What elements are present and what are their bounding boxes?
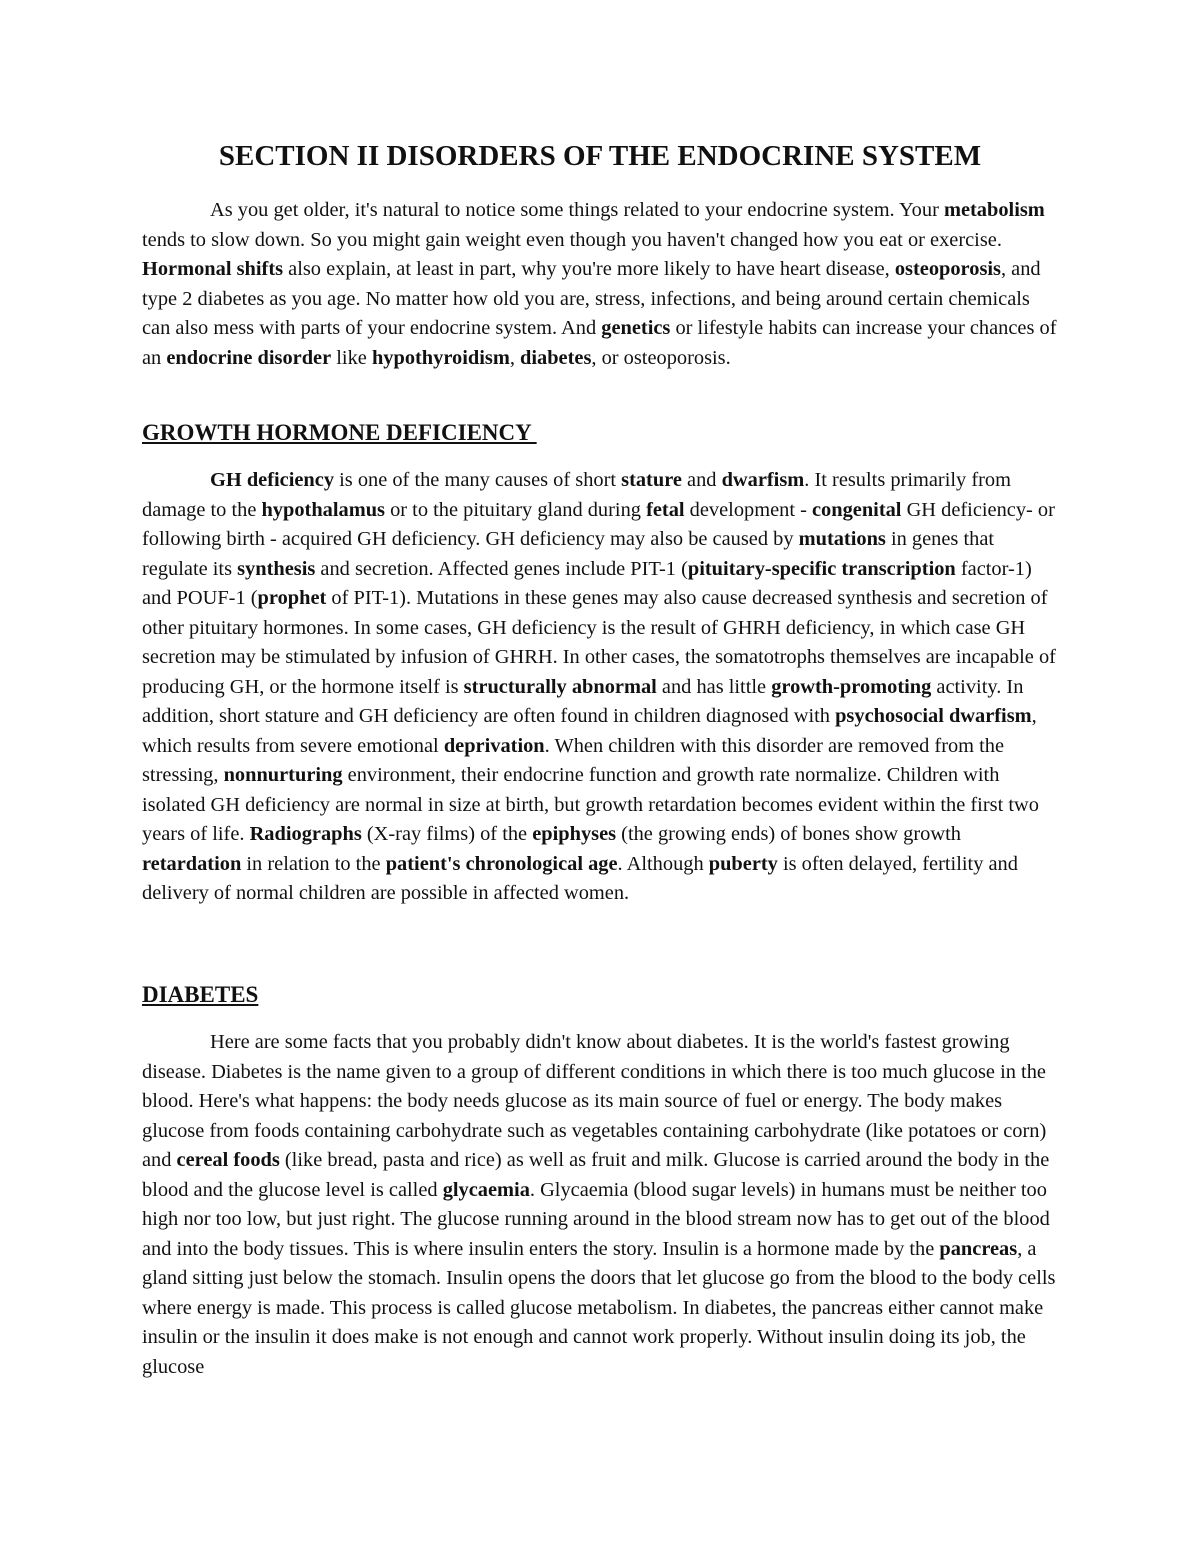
- text-run: Here are some facts that you probably didn't know about diabetes. It is the world's fastest growing disease. Diabetes is the name given to a group of different conditions in which there is too much glucose in the blood. Here's what happens: the body needs glucose as its main source of fuel or energy. The body makes glucose from foods containing carbohydrate such as vegetables containing carbohydrate (like potatoes or corn) and: [142, 1031, 1047, 1171]
- text-run: . Glycaemia (blood sugar levels) in humans must be neither too high nor too low, but just right. The glucose running around in the blood stream now has to get out of the blood and into the body tissues. This is where insulin enters the story. Insulin is a hormone made by the: [142, 1178, 1050, 1260]
- text-run: tends to slow down. So you might gain weight even though you haven't changed how you eat or exercise.: [142, 228, 1002, 251]
- bold-term: growth-promoting: [771, 675, 932, 698]
- text-run: As you get older, it's natural to notice some things related to your endocrine system. Your: [210, 199, 944, 221]
- bold-term: endocrine disorder: [166, 346, 332, 369]
- bold-term: psychosocial dwarfism: [835, 705, 1032, 727]
- intro-paragraph: [142, 196, 1062, 373]
- text-run: development -: [684, 498, 812, 521]
- bold-term: nonnurturing: [223, 764, 343, 786]
- bold-term: prophet: [257, 587, 327, 609]
- text-run: . When children with this disorder are removed from the stressing,: [142, 734, 1005, 786]
- bold-term: cereal foods: [176, 1149, 280, 1171]
- bold-term: GH deficiency: [210, 469, 335, 491]
- bold-term: synthesis: [237, 557, 316, 580]
- growth-hormone-paragraph: [142, 466, 1062, 909]
- bold-term: osteoporosis: [894, 258, 1001, 280]
- bold-term: mutations: [798, 528, 886, 550]
- bold-term: genetics: [601, 317, 671, 339]
- text-run: and has little: [656, 675, 772, 698]
- text-run: of PIT-1). Mutations in these genes may also cause decreased synthesis and secretion of other pituitary hormones. In some cases, GH deficiency is the result of GHRH deficiency, in which case GH secretion may be stimulated by infusion of GHRH. In other cases, the somatotrophs themselves are incapable of producing GH, or the hormone itself is: [142, 587, 1056, 698]
- text-run: is often delayed, fertility and delivery of normal children are possible in affected women.: [142, 852, 1018, 904]
- bold-term: Radiographs: [249, 823, 362, 845]
- text-run: ,: [509, 346, 521, 369]
- text-run: (X-ray films) of the: [361, 823, 533, 845]
- bold-term: pituitary-specific transcription: [687, 557, 956, 580]
- text-run: , which results from severe emotional: [142, 705, 1037, 757]
- text-run: in relation to the: [241, 852, 386, 875]
- text-run: and secretion. Affected genes include PIT-1 (: [315, 557, 688, 580]
- text-run: (the growing ends) of bones show growth: [616, 823, 961, 845]
- section-heading-growth-hormone: GROWTH HORMONE DEFICIENCY: [142, 420, 537, 445]
- section-heading-diabetes: DIABETES: [142, 982, 259, 1007]
- bold-term: hypothalamus: [261, 498, 385, 521]
- bold-term: epiphyses: [532, 823, 617, 845]
- text-run: . Although: [617, 852, 709, 875]
- text-run: environment, their endocrine function and growth rate normalize. Children with isolated GH deficiency are normal in size at birth, but growth retardation becomes evident within the first two years of life.: [142, 764, 1039, 845]
- bold-term: dwarfism: [721, 469, 805, 491]
- text-run: like: [331, 346, 372, 369]
- text-run: , and type 2 diabetes as you age. No matter how old you are, stress, infections, and being around certain chemicals can also mess with parts of your endocrine system. And: [142, 258, 1041, 339]
- bold-term: patient's chronological age: [385, 852, 618, 875]
- text-run: also explain, at least in part, why you're more likely to have heart disease,: [283, 258, 895, 280]
- bold-term: deprivation: [443, 734, 545, 757]
- bold-term: metabolism: [943, 199, 1045, 221]
- text-run: (like bread, pasta and rice) as well as fruit and milk. Glucose is carried around the body in the blood and the glucose level is called: [142, 1149, 1050, 1201]
- diabetes-paragraph: [142, 1028, 1062, 1382]
- text-run: , or osteoporosis.: [591, 346, 731, 369]
- text-run: activity. In addition, short stature and GH deficiency are often found in children diagnosed with: [142, 675, 1024, 727]
- bold-term: puberty: [708, 852, 778, 875]
- text-run: is one of the many causes of short: [334, 469, 622, 491]
- text-run: factor-1) and POUF-1 (: [142, 557, 1032, 609]
- text-run: or to the pituitary gland during: [385, 498, 647, 521]
- text-run: or lifestyle habits can increase your chances of an: [142, 317, 1057, 369]
- bold-term: retardation: [142, 852, 242, 875]
- bold-term: stature: [621, 469, 682, 491]
- bold-term: congenital: [811, 498, 902, 521]
- text-run: in genes that regulate its: [142, 528, 995, 580]
- bold-term: fetal: [646, 498, 685, 521]
- bold-term: Hormonal shifts: [142, 258, 284, 280]
- bold-term: structurally abnormal: [463, 675, 657, 698]
- text-run: , a gland sitting just below the stomach. Insulin opens the doors that let glucose go from the blood to the body cells where energy is made. This process is called glucose metabolism. In diabetes, the pancreas either cannot make insulin or the insulin it does make is not enough and cannot work properly. Without insulin doing its job, the glucose: [142, 1237, 1056, 1378]
- bold-term: hypothyroidism: [371, 346, 510, 369]
- bold-term: pancreas: [939, 1237, 1018, 1260]
- page-title: SECTION II DISORDERS OF THE ENDOCRINE SYSTEM: [218, 140, 982, 172]
- bold-term: diabetes: [520, 346, 592, 369]
- bold-term: glycaemia: [442, 1178, 530, 1201]
- text-run: and: [681, 469, 722, 491]
- text-run: GH deficiency- or following birth - acquired GH deficiency. GH deficiency may also be caused by: [142, 498, 1055, 550]
- text-run: . It results primarily from damage to the: [142, 469, 1011, 521]
